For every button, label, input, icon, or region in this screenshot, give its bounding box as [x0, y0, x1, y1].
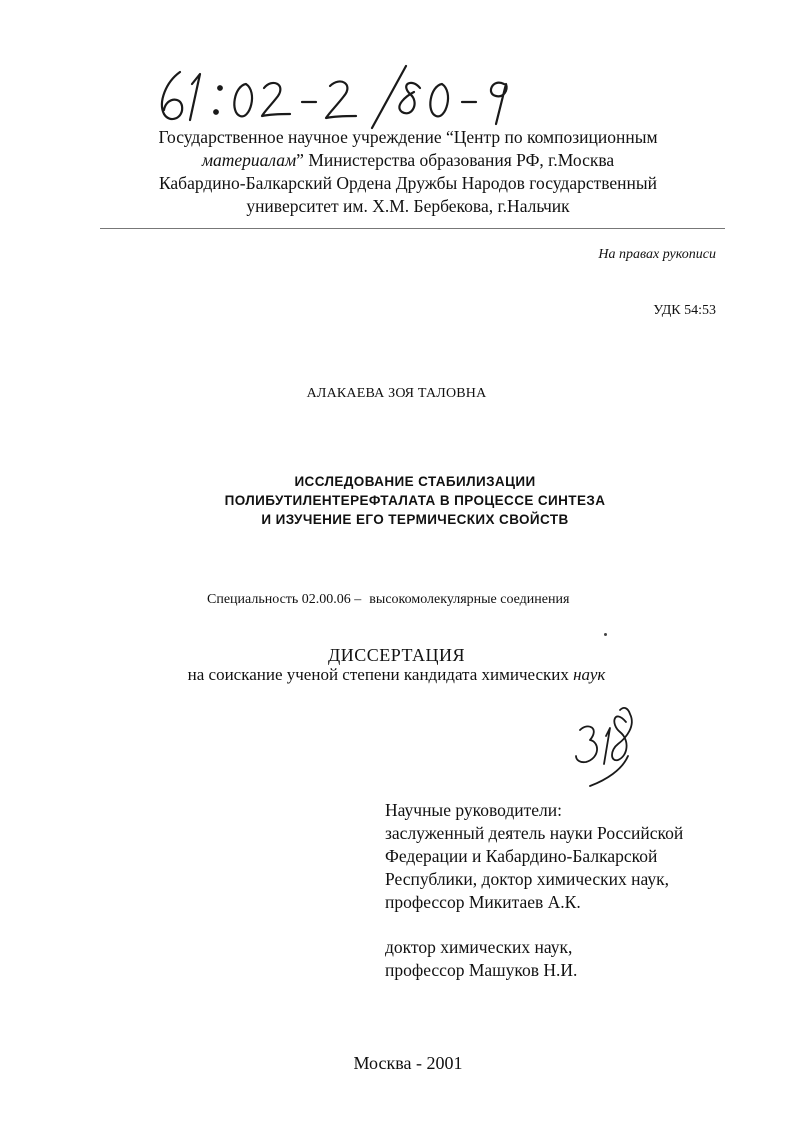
advisors-block — [385, 799, 683, 982]
header-divider — [100, 228, 725, 229]
document-type: ДИССЕРТАЦИЯ — [327, 645, 466, 665]
institution-line-3: Кабардино-Балкарский Ордена Дружбы Народов государственный — [158, 173, 658, 193]
city-year: Москва - 2001 — [353, 1053, 463, 1073]
advisor-2-line: доктор химических наук, — [385, 937, 573, 957]
author-name: АЛАКАЕВА ЗОЯ ТАЛОВНА — [306, 386, 487, 401]
institution-block — [118, 126, 698, 218]
udc-code: УДК 54:53 — [653, 303, 716, 318]
title-line-2: ПОЛИБУТИЛЕНТЕРЕФТАЛАТА В ПРОЦЕССЕ СИНТЕЗА — [224, 493, 606, 508]
advisor-1-line: заслуженный деятель науки Российской — [385, 823, 684, 843]
title-line-1: ИССЛЕДОВАНИЕ СТАБИЛИЗАЦИИ — [294, 474, 536, 489]
institution-line-4: университет им. Х.М. Бербекова, г.Нальчик — [246, 196, 570, 216]
specialty-label: Специальность 02.00.06 – — [207, 592, 362, 607]
scan-speck — [604, 633, 607, 636]
handwritten-signature — [570, 700, 650, 788]
advisor-1-line: Федерации и Кабардино-Балкарской — [385, 846, 658, 866]
title-line-3: И ИЗУЧЕНИЕ ЕГО ТЕРМИЧЕСКИХ СВОЙСТВ — [261, 512, 569, 527]
institution-line-1: Государственное научное учреждение “Центр по композиционным — [158, 127, 658, 147]
rights-note: На правах рукописи — [598, 247, 716, 262]
handwritten-accession-code — [150, 62, 550, 132]
advisors-heading: Научные руководители: — [385, 800, 562, 820]
institution-line-2-italic: материалам — [201, 150, 297, 170]
advisor-1-line: профессор Микитаев А.К. — [385, 892, 581, 912]
advisor-1-line: Республики, доктор химических наук, — [385, 869, 669, 889]
degree-main: на соискание ученой степени кандидата химических — [187, 665, 574, 684]
degree-italic: наук — [573, 665, 606, 684]
dissertation-title — [130, 472, 700, 529]
degree-line — [0, 665, 793, 685]
specialty-name: высокомолекулярные соединения — [369, 592, 570, 607]
specialty — [207, 592, 569, 608]
institution-line-2 — [118, 149, 698, 172]
advisor-2-line: профессор Машуков Н.И. — [385, 960, 578, 980]
institution-line-2-rest: ” Министерства образования РФ, г.Москва — [296, 150, 615, 170]
